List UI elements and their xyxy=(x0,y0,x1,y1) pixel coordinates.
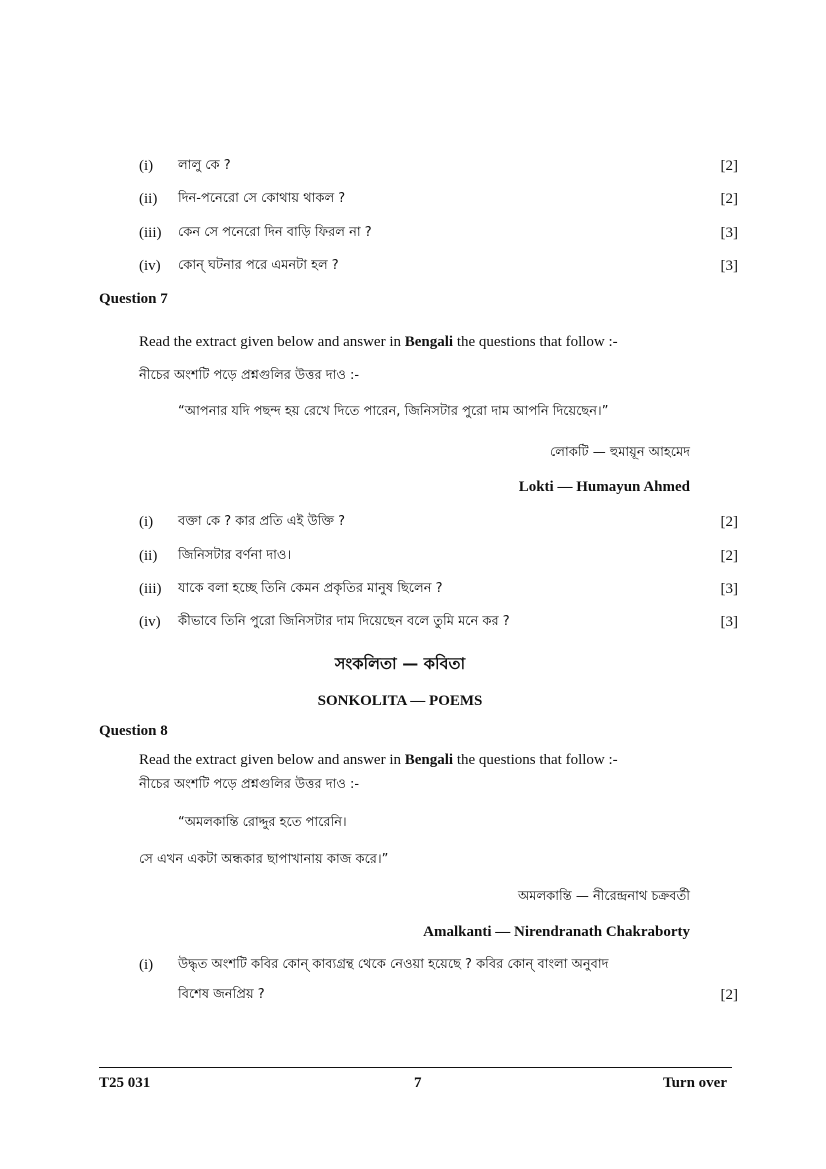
item-marks: [3] xyxy=(720,225,738,241)
item-number: (i) xyxy=(139,158,154,174)
item-number: (ii) xyxy=(139,191,158,207)
footer-turn-over: Turn over xyxy=(662,1075,727,1091)
q6-item-1 xyxy=(0,156,826,176)
footer-page-number: 7 xyxy=(414,1075,422,1091)
q7-item-4 xyxy=(0,612,826,632)
q8-source-english: Amalkanti — Nirendranath Chakraborty xyxy=(423,924,690,940)
q7-item-1 xyxy=(0,512,826,532)
section-title-bengali: সংকলিতা — কবিতা xyxy=(334,654,466,673)
q8-item-1 xyxy=(0,955,826,1005)
q8-instruction xyxy=(139,750,618,770)
item-number: (iii) xyxy=(139,225,162,241)
q7-extract: “আপনার যদি পছন্দ হয় রেখে দিতে পারেন, জিনিসটার পুরো দাম আপনি দিয়েছেন।” xyxy=(178,404,609,419)
footer-paper-code: T25 031 xyxy=(99,1075,151,1091)
item-number: (i) xyxy=(139,514,154,530)
item-marks: [3] xyxy=(720,581,738,597)
instruction-pre: Read the extract given below and answer in xyxy=(139,334,405,350)
item-marks: [2] xyxy=(720,191,738,207)
item-marks: [3] xyxy=(720,614,738,630)
item-marks: [3] xyxy=(720,258,738,274)
item-marks: [2] xyxy=(720,987,738,1003)
item-text: কোন্ ঘটনার পরে এমনটা হল ? xyxy=(178,258,339,273)
instruction-post: the questions that follow :- xyxy=(453,752,618,768)
item-number: (iii) xyxy=(139,581,162,597)
instruction-pre: Read the extract given below and answer in xyxy=(139,752,405,768)
item-number: (iv) xyxy=(139,258,161,274)
q8-extract-line-1: “অমলকান্তি রোদ্দুর হতে পারেনি। xyxy=(178,815,347,830)
q8-instruction-bengali: নীচের অংশটি পড়ে প্রশ্নগুলির উত্তর দাও :- xyxy=(139,777,360,792)
item-text: লালু কে ? xyxy=(178,158,231,173)
item-marks: [2] xyxy=(720,514,738,530)
item-text: বক্তা কে ? কার প্রতি এই উক্তি ? xyxy=(178,514,346,529)
q7-item-3 xyxy=(0,579,826,599)
item-text: দিন-পনেরো সে কোথায় থাকল ? xyxy=(178,191,346,206)
instruction-bold: Bengali xyxy=(404,752,454,768)
q7-item-2 xyxy=(0,546,826,566)
item-marks: [2] xyxy=(720,548,738,564)
item-number: (ii) xyxy=(139,548,158,564)
q7-instruction xyxy=(139,332,618,352)
instruction-post: the questions that follow :- xyxy=(453,334,618,350)
item-text: কেন সে পনেরো দিন বাড়ি ফিরল না ? xyxy=(178,225,372,240)
item-text: কীভাবে তিনি পুরো জিনিসটার দাম দিয়েছেন বলে তুমি মনে কর ? xyxy=(178,614,510,629)
q8-extract-line-2: সে এখন একটা অন্ধকার ছাপাখানায় কাজ করে।” xyxy=(139,852,389,867)
item-text-line-2: বিশেষ জনপ্রিয় ? xyxy=(178,987,265,1002)
q6-item-3 xyxy=(0,223,826,243)
q7-instruction-bengali: নীচের অংশটি পড়ে প্রশ্নগুলির উত্তর দাও :- xyxy=(139,368,360,383)
item-marks: [2] xyxy=(720,158,738,174)
item-text: যাকে বলা হচ্ছে তিনি কেমন প্রকৃতির মানুষ ছিলেন ? xyxy=(178,581,443,596)
question-7-heading: Question 7 xyxy=(99,291,168,307)
q7-source-english: Lokti — Humayun Ahmed xyxy=(518,479,690,495)
q7-source-bengali: লোকটি — হুমায়ূন আহমেদ xyxy=(550,445,690,460)
section-title-english: SONKOLITA — POEMS xyxy=(317,693,483,709)
q6-item-4 xyxy=(0,256,826,276)
question-8-heading: Question 8 xyxy=(99,723,168,739)
q8-source-bengali: অমলকান্তি — নীরেন্দ্রনাথ চক্রবর্তী xyxy=(517,889,690,904)
item-number: (i) xyxy=(139,957,154,973)
item-text-line-1: উদ্ধৃত অংশটি কবির কোন্ কাব্যগ্রন্থ থেকে নেওয়া হয়েছে ? কবির কোন্ বাংলা অনুবাদ xyxy=(178,957,609,972)
instruction-bold: Bengali xyxy=(404,334,454,350)
q6-item-2 xyxy=(0,189,826,209)
item-number: (iv) xyxy=(139,614,161,630)
item-text: জিনিসটার বর্ণনা দাও। xyxy=(178,548,292,563)
footer-rule xyxy=(99,1067,732,1068)
